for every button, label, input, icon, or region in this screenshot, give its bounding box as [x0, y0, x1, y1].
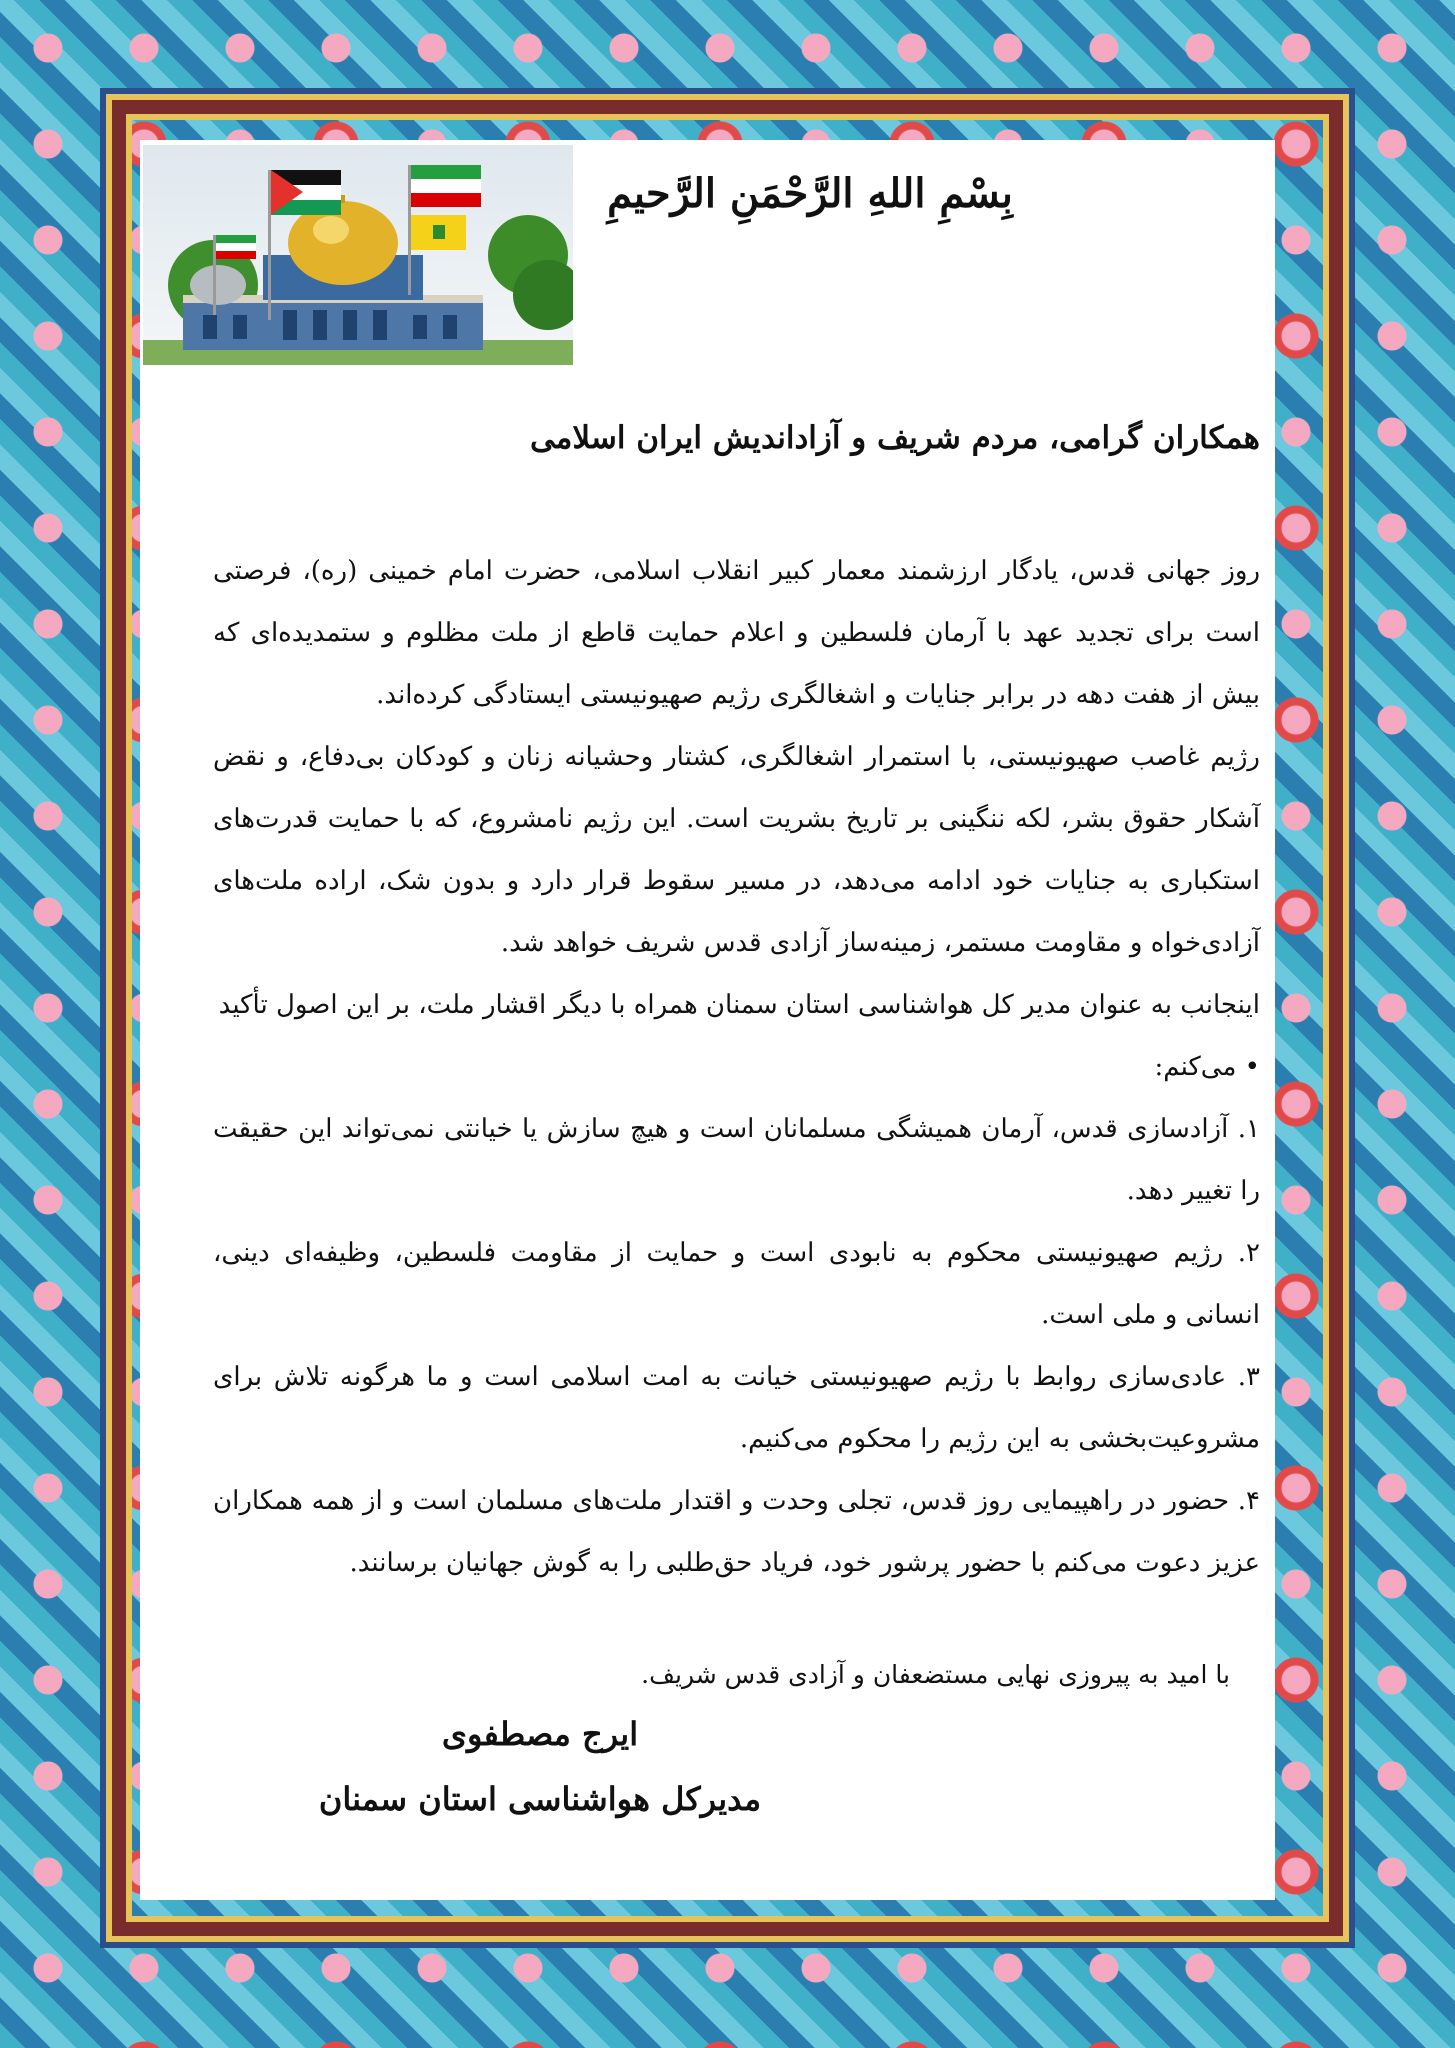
greeting-heading: همکاران گرامی، مردم شریف و آزاداندیش ایران اسلامی — [529, 420, 1260, 456]
list-item: ۳. عادی‌سازی روابط با رژیم صهیونیستی خیانت به امت اسلامی است و ما هرگونه تلاش برای مشروعیت‌بخشی به این رژیم را محکوم می‌کنیم. — [213, 1362, 1260, 1454]
basmala-heading: بِسْمِ اللهِ الرَّحْمَنِ الرَّحیمِ — [607, 170, 1013, 217]
list-item: ۴. حضور در راهپیمایی روز قدس، تجلی وحدت و اقتدار ملت‌های مسلمان است و از همه همکاران عزیز دعوت می‌کنم با حضور پرشور خود، فریاد حق‌طلبی را به گوش جهانیان برسانند. — [213, 1486, 1260, 1578]
paragraph: رژیم غاصب صهیونیستی، با استمرار اشغالگری، کشتار وحشیانه زنان و کودکان بی‌دفاع، و نقض آشکار حقوق بشر، لکه ننگینی بر تاریخ بشریت است. این رژیم نامشروع، که با حمایت قدرت‌های استکباری به جنایات خود ادامه می‌دهد، در مسیر سقوط قرار دارد و بدون شک، اراده ملت‌های آزادی‌خواه و مقاومت مستمر، زمینه‌ساز آزادی قدس شریف خواهد شد. — [213, 742, 1260, 958]
paragraph: اینجانب به عنوان مدیر کل هواشناسی استان سمنان همراه با دیگر اقشار ملت، بر این اصول تأکید — [218, 990, 1260, 1020]
paragraph: روز جهانی قدس، یادگار ارزشمند معمار کبیر انقلاب اسلامی، حضرت امام خمینی (ره)، فرصتی است برای تجدید عهد با آرمان فلسطین و اعلام حمایت قاطع از ملت مظلوم و ستمدیده‌ای که بیش از هفت دهه در برابر جنایات و اشغالگری رژیم صهیونیستی ایستادگی کرده‌اند. — [213, 556, 1260, 710]
mosque-with-flags-image — [143, 145, 573, 365]
list-item: ۱. آزادسازی قدس، آرمان همیشگی مسلمانان است و هیچ سازش یا خیانتی نمی‌تواند این حقیقت را تغییر دهد. — [213, 1114, 1260, 1206]
letter-body — [213, 540, 1260, 1594]
mosque-with-flags-icon — [143, 145, 573, 365]
signature-title: مدیرکل هواشناسی استان سمنان — [318, 1780, 762, 1818]
closing-line: با امید به پیروزی نهایی مستضعفان و آزادی قدس شریف. — [641, 1660, 1230, 1689]
list-item: ۲. رژیم صهیونیستی محکوم به نابودی است و حمایت از مقاومت فلسطین، وظیفه‌ای دینی، انسانی و ملی است. — [213, 1238, 1260, 1330]
signature-name: ایرج مصطفوی — [441, 1715, 639, 1753]
bullet-line: • می‌کنم: — [1154, 1052, 1260, 1082]
